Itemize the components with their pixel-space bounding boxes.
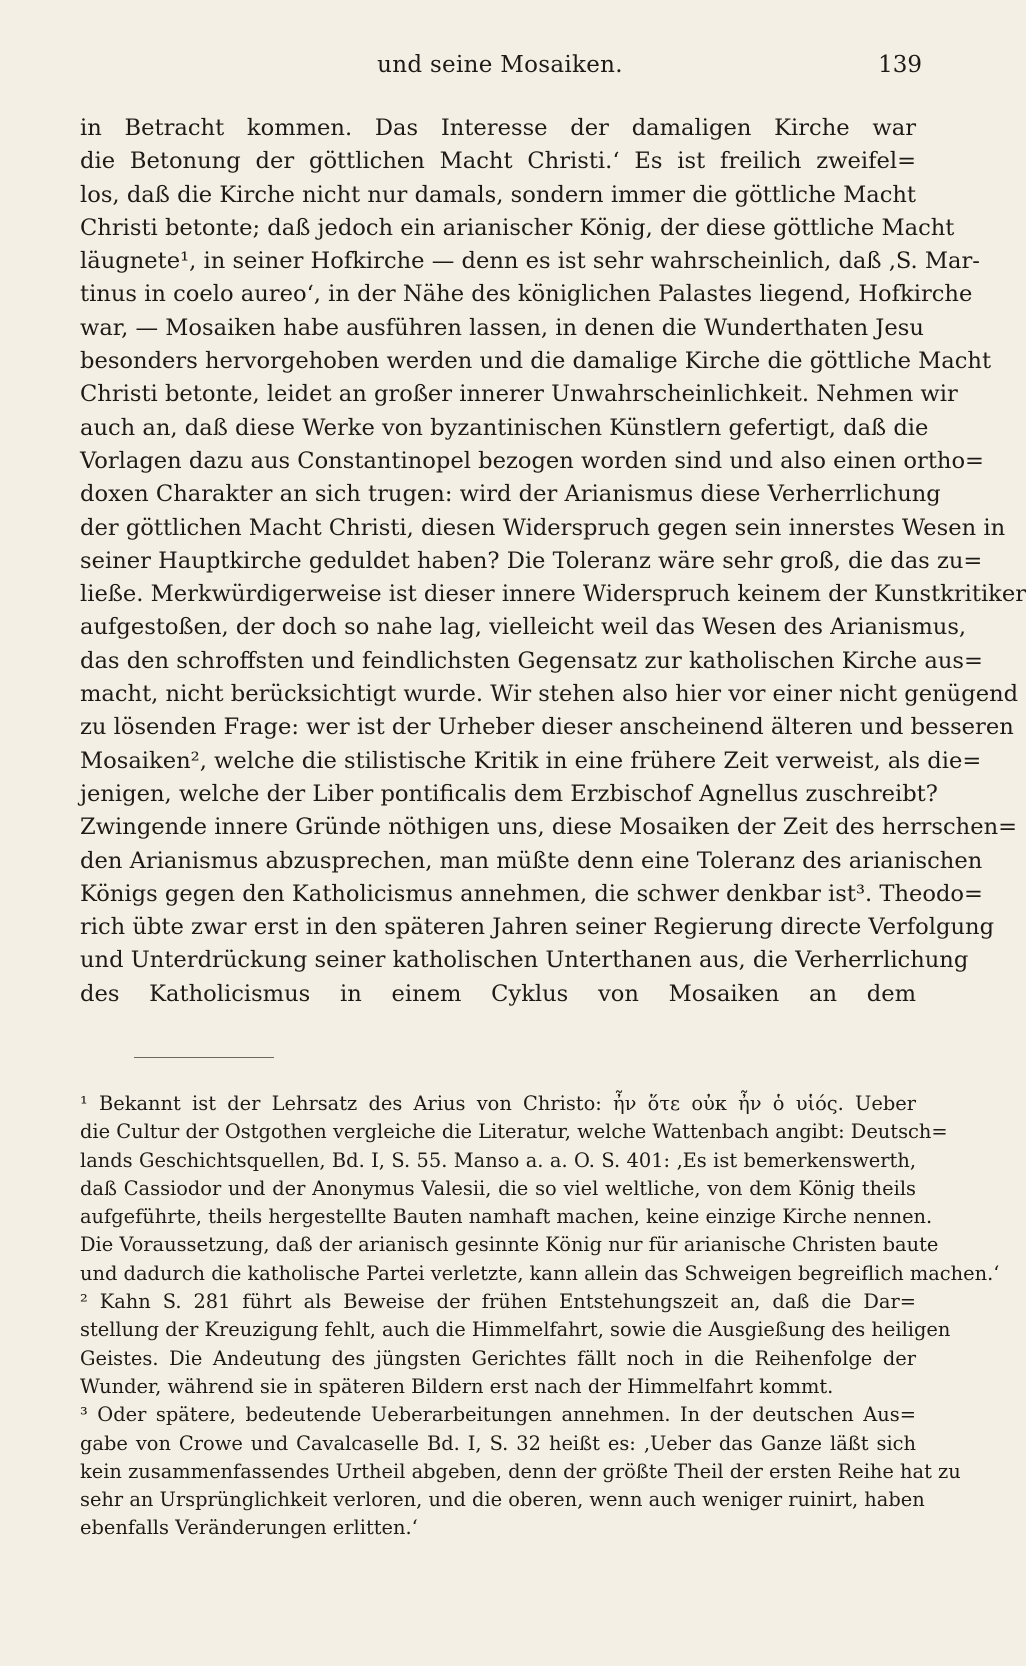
text-line: den Arianismus abzusprechen, man müßte denn eine Toleranz des arianischen xyxy=(80,847,983,874)
footnote-line: Wunder, während sie in späteren Bildern erst nach der Himmelfahrt kommt. xyxy=(80,1374,834,1398)
footnote-line: stellung der Kreuzigung fehlt, auch die Himmelfahrt, sowie die Ausgießung des heiligen xyxy=(80,1318,951,1342)
text-line: rich übte zwar erst in den späteren Jahren seiner Regierung directe Verfolgung xyxy=(80,914,995,941)
running-title: und seine Mosaiken. xyxy=(377,52,623,78)
text-line: los, daß die Kirche nicht nur damals, sondern immer die göttliche Macht xyxy=(80,181,916,208)
page-header xyxy=(80,52,920,92)
footnotes xyxy=(80,1090,1000,1543)
text-line: Vorlagen dazu aus Constantinopel bezogen worden sind und also einen ortho= xyxy=(80,447,984,474)
text-line: Christi betonte, leidet an großer innerer Unwahrscheinlichkeit. Nehmen wir xyxy=(80,381,958,408)
text-line: doxen Charakter an sich trugen: wird der Arianismus diese Verherrlichung xyxy=(80,481,941,508)
footnote-line: Geistes. Die Andeutung des jüngsten Gerichtes fällt noch in die Reihenfolge der xyxy=(80,1346,916,1370)
text-line: die Betonung der göttlichen Macht Christi.‘ Es ist freilich zweifel= xyxy=(80,148,916,175)
footnote-line: die Cultur der Ostgothen vergleiche die Literatur, welche Wattenbach angibt: Deutsch= xyxy=(80,1120,948,1144)
footnote-line: ¹ Bekannt ist der Lehrsatz des Arius von Christo: ἦν ὅτε οὐκ ἦν ὁ υἱός. Ueber xyxy=(80,1092,916,1115)
text-line: aufgestoßen, der doch so nahe lag, vielleicht weil das Wesen des Arianismus, xyxy=(80,614,967,641)
footnote-line: Die Voraussetzung, daß der arianisch gesinnte König nur für arianische Christen baute xyxy=(80,1233,939,1257)
footnote-line: ² Kahn S. 281 führt als Beweise der frühen Entstehungszeit an, daß die Dar= xyxy=(80,1290,916,1314)
text-line: Königs gegen den Katholicismus annehmen, die schwer denkbar ist³. Theodo= xyxy=(80,880,983,907)
text-line: Mosaiken², welche die stilistische Kritik in eine frühere Zeit verweist, als die= xyxy=(80,747,982,774)
text-line: macht, nicht berücksichtigt wurde. Wir stehen also hier vor einer nicht genügend xyxy=(80,681,1019,708)
text-line: Christi betonte; daß jedoch ein arianischer König, der diese göttliche Macht xyxy=(80,214,955,241)
text-line: Zwingende innere Gründe nöthigen uns, diese Mosaiken der Zeit des herrschen= xyxy=(80,814,1018,841)
footnote-line: ³ Oder spätere, bedeutende Ueberarbeitungen annehmen. In der deutschen Aus= xyxy=(80,1403,916,1427)
text-line: das den schroffsten und feindlichsten Gegensatz zur katholischen Kirche aus= xyxy=(80,647,983,674)
footnote-line: ebenfalls Veränderungen erlitten.‘ xyxy=(80,1516,418,1540)
text-line: jenigen, welche der Liber pontificalis dem Erzbischof Agnellus zuschreibt? xyxy=(80,780,938,807)
text-line: und Unterdrückung seiner katholischen Unterthanen aus, die Verherrlichung xyxy=(80,947,969,974)
page-number: 139 xyxy=(878,52,922,78)
footnote-line: daß Cassiodor und der Anonymus Valesii, die so viel weltliche, von dem König theils xyxy=(80,1176,916,1200)
footnote-line: kein zusammenfassendes Urtheil abgeben, denn der größte Theil der ersten Reihe hat zu xyxy=(80,1459,961,1483)
text-line: der göttlichen Macht Christi, diesen Widerspruch gegen sein innerstes Wesen in xyxy=(80,514,1006,541)
footnote-line: gabe von Crowe und Cavalcaselle Bd. I, S. 32 heißt es: ‚Ueber das Ganze läßt sich xyxy=(80,1431,916,1455)
text-line: tinus in coelo aureo‘, in der Nähe des königlichen Palastes liegend, Hofkirche xyxy=(80,281,973,308)
text-line: läugnete¹, in seiner Hofkirche — denn es ist sehr wahrscheinlich, daß ‚S. Mar- xyxy=(80,248,980,275)
footnote-line: und dadurch die katholische Partei verletzte, kann allein das Schweigen begreiflich machen.‘ xyxy=(80,1261,1000,1285)
footnote-line: sehr an Ursprünglichkeit verloren, und die oberen, wenn auch weniger ruinirt, haben xyxy=(80,1488,925,1512)
text-line: des Katholicismus in einem Cyklus von Mosaiken an dem xyxy=(80,980,916,1007)
text-line: in Betracht kommen. Das Interesse der damaligen Kirche war xyxy=(80,115,916,141)
text-line: zu lösenden Frage: wer ist der Urheber dieser anscheinend älteren und besseren xyxy=(80,714,1014,741)
main-text xyxy=(80,112,1026,1011)
footnote-line: lands Geschichtsquellen, Bd. I, S. 55. Manso a. a. O. S. 401: ‚Es ist bemerkenswerth, xyxy=(80,1148,916,1172)
text-line: war, — Mosaiken habe ausführen lassen, in denen die Wunderthaten Jesu xyxy=(80,314,924,341)
footnote-separator xyxy=(134,1057,274,1058)
text-line: besonders hervorgehoben werden und die damalige Kirche die göttliche Macht xyxy=(80,348,992,375)
text-line: seiner Hauptkirche geduldet haben? Die Toleranz wäre sehr groß, die das zu= xyxy=(80,547,983,574)
footnote-line: aufgeführte, theils hergestellte Bauten namhaft machen, keine einzige Kirche nennen. xyxy=(80,1205,933,1229)
text-line: ließe. Merkwürdigerweise ist dieser innere Widerspruch keinem der Kunstkritiker xyxy=(80,581,1026,608)
text-line: auch an, daß diese Werke von byzantinischen Künstlern gefertigt, daß die xyxy=(80,414,929,441)
